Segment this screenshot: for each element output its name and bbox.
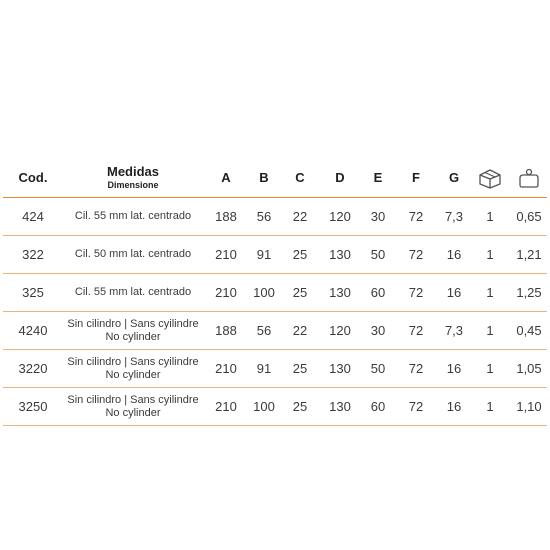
cell-weight: 1,21 — [516, 247, 542, 262]
header-cod: Cod. — [18, 170, 48, 185]
table-row — [3, 274, 547, 312]
medidas-line-1: Cil. 50 mm lat. centrado — [74, 248, 192, 261]
cell-c: 22 — [292, 209, 308, 224]
cell-medidas — [63, 274, 203, 311]
cell-b: 100 — [253, 285, 275, 300]
cell-units: 1 — [486, 209, 494, 224]
cell-units: 1 — [486, 285, 494, 300]
cell-weight: 0,45 — [516, 323, 542, 338]
medidas-line-2: No cylinder — [105, 330, 161, 343]
cell-d: 130 — [329, 247, 351, 262]
cell-c: 25 — [292, 399, 308, 414]
cell-b: 56 — [256, 323, 272, 338]
cell-units: 1 — [486, 361, 494, 376]
cell-weight: 1,10 — [516, 399, 542, 414]
table-row — [3, 312, 547, 350]
cell-f: 72 — [408, 361, 424, 376]
cell-b: 100 — [253, 399, 275, 414]
cell-weight: 1,25 — [516, 285, 542, 300]
cell-f: 72 — [408, 247, 424, 262]
cell-units: 1 — [486, 323, 494, 338]
cell-d: 130 — [329, 285, 351, 300]
cell-g: 16 — [446, 361, 462, 376]
cell-d: 130 — [329, 361, 351, 376]
medidas-line-1: Cil. 55 mm lat. centrado — [74, 210, 192, 223]
cell-g: 16 — [446, 247, 462, 262]
cell-g: 7,3 — [444, 323, 464, 338]
cell-a: 188 — [215, 209, 237, 224]
cell-f: 72 — [408, 285, 424, 300]
cell-a: 210 — [215, 361, 237, 376]
header-b: B — [259, 170, 269, 185]
cell-cod: 325 — [22, 285, 44, 300]
table-header-row — [3, 158, 547, 198]
header-e: E — [373, 170, 383, 185]
cell-g: 7,3 — [444, 209, 464, 224]
header-dimensione-label: Dimensione — [107, 179, 159, 190]
table-row — [3, 198, 547, 236]
cell-e: 30 — [370, 209, 386, 224]
cell-d: 120 — [329, 209, 351, 224]
cell-b: 91 — [256, 247, 272, 262]
cell-cod: 3250 — [18, 399, 48, 414]
cell-a: 210 — [215, 247, 237, 262]
cell-medidas — [63, 236, 203, 273]
cell-e: 30 — [370, 323, 386, 338]
cell-f: 72 — [408, 399, 424, 414]
box-icon — [475, 158, 505, 197]
cell-c: 25 — [292, 285, 308, 300]
header-medidas-label: Medidas — [106, 163, 159, 179]
cell-c: 22 — [292, 323, 308, 338]
medidas-line-1: Cil. 55 mm lat. centrado — [74, 286, 192, 299]
cell-d: 120 — [329, 323, 351, 338]
header-a: A — [221, 170, 231, 185]
cell-c: 25 — [292, 247, 308, 262]
cell-weight: 0,65 — [516, 209, 542, 224]
medidas-line-1: Sin cilindro | Sans cyilindre — [67, 393, 199, 406]
cell-cod: 3220 — [18, 361, 48, 376]
header-g: G — [448, 170, 460, 185]
cell-cod: 322 — [22, 247, 44, 262]
medidas-line-1: Sin cilindro | Sans cyilindre — [67, 317, 199, 330]
table-row — [3, 350, 547, 388]
cell-a: 188 — [215, 323, 237, 338]
cell-g: 16 — [446, 285, 462, 300]
table-row — [3, 388, 547, 426]
product-table — [3, 158, 547, 426]
cell-e: 50 — [370, 361, 386, 376]
cell-b: 91 — [256, 361, 272, 376]
cell-cod: 4240 — [18, 323, 48, 338]
cell-a: 210 — [215, 285, 237, 300]
cell-weight: 1,05 — [516, 361, 542, 376]
cell-medidas — [63, 312, 203, 349]
cell-units: 1 — [486, 399, 494, 414]
header-f: F — [412, 170, 420, 185]
medidas-line-1: Sin cilindro | Sans cyilindre — [67, 355, 199, 368]
cell-g: 16 — [446, 399, 462, 414]
table-row — [3, 236, 547, 274]
header-d: D — [335, 170, 345, 185]
cell-e: 50 — [370, 247, 386, 262]
cell-f: 72 — [408, 323, 424, 338]
cell-f: 72 — [408, 209, 424, 224]
cell-medidas — [63, 198, 203, 235]
cell-medidas — [63, 388, 203, 425]
cell-cod: 424 — [22, 209, 44, 224]
cell-e: 60 — [370, 399, 386, 414]
cell-units: 1 — [486, 247, 494, 262]
cell-d: 130 — [329, 399, 351, 414]
cell-a: 210 — [215, 399, 237, 414]
header-medidas — [63, 158, 203, 197]
cell-e: 60 — [370, 285, 386, 300]
medidas-line-2: No cylinder — [105, 406, 161, 419]
cell-b: 56 — [256, 209, 272, 224]
cell-medidas — [63, 350, 203, 387]
medidas-line-2: No cylinder — [105, 368, 161, 381]
cell-c: 25 — [292, 361, 308, 376]
header-c: C — [295, 170, 305, 185]
weight-icon — [509, 158, 549, 197]
